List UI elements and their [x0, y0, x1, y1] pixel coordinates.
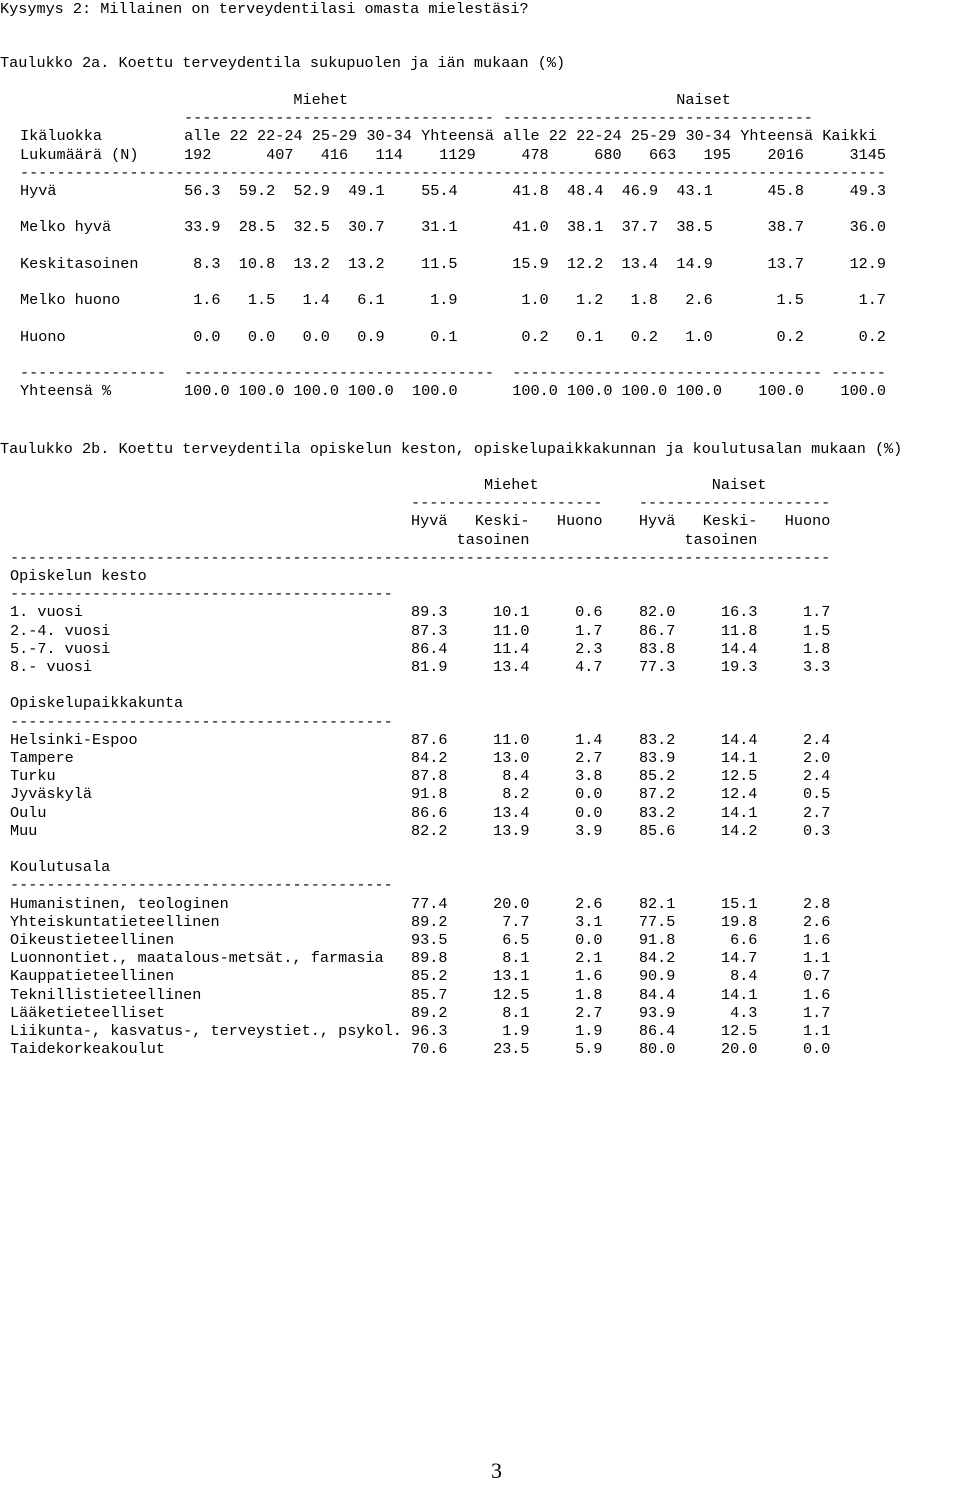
group-header-women: Naiset [676, 91, 731, 109]
table-cell: 86.6 [411, 803, 448, 822]
table-cell: 87.3 [411, 621, 448, 640]
table-cell: 8.4 [730, 967, 758, 986]
table-cell: 1.1 [803, 949, 831, 968]
table-cell: 83.2 [638, 803, 676, 822]
row-label: Yhteiskuntatieteellinen [10, 912, 220, 931]
table-cell: 12.5 [720, 767, 758, 786]
row-label: Helsinki-Espoo [10, 730, 138, 749]
table-cell: 1.6 [575, 967, 603, 986]
column-header: alle 22 [184, 127, 248, 146]
table-cell: 0.2 [858, 327, 886, 346]
column-header: 30-34 [366, 127, 412, 146]
table-cell: 0.2 [630, 327, 659, 346]
group-header-men: Miehet [483, 476, 539, 494]
count-cell: 416 [320, 145, 349, 164]
row-label: 2.-4. vuosi [10, 621, 111, 640]
row-label: 1. vuosi [10, 603, 83, 622]
column-header-average: Keski- [474, 512, 530, 531]
table-cell: 6.5 [502, 931, 530, 950]
table-cell: 1.8 [630, 291, 659, 310]
section-heading: Opiskelun kesto [10, 567, 147, 586]
table-cell: 0.6 [575, 603, 603, 622]
table-cell: 83.9 [638, 749, 676, 768]
column-header: 22-24 [576, 127, 622, 146]
table-cell: 85.2 [638, 767, 676, 786]
row-label: Hyvä [20, 182, 57, 201]
table-cell: 15.9 [512, 254, 549, 273]
section-heading: Koulutusala [10, 858, 111, 877]
table-cell: 0.0 [575, 931, 603, 950]
table-2a-title: Taulukko 2a. Koettu terveydentila sukupuolen ja iän mukaan (%) [0, 54, 566, 72]
table-cell: 49.3 [849, 182, 887, 201]
total-cell: 100.0 [758, 382, 804, 401]
column-header: 25-29 [311, 127, 358, 146]
table-cell: 15.1 [720, 894, 758, 913]
table-cell: 12.5 [493, 985, 530, 1004]
total-cell: 100.0 [621, 382, 668, 401]
table-cell: 2.6 [803, 912, 831, 931]
table-cell: 14.4 [720, 730, 758, 749]
table-cell: 82.0 [638, 603, 676, 622]
table-cell: 0.3 [803, 821, 831, 840]
table-cell: 2.7 [575, 749, 603, 768]
table-cell: 96.3 [411, 1022, 448, 1041]
row-label: Taidekorkeakoulut [10, 1040, 165, 1059]
table-cell: 45.8 [767, 182, 805, 201]
table-cell: 31.1 [421, 218, 458, 237]
table-cell: 1.7 [803, 1003, 831, 1022]
column-header: Yhteensä [421, 127, 495, 146]
total-label: Yhteensä % [20, 382, 112, 401]
table-cell: 14.2 [720, 821, 758, 840]
table-cell: 30.7 [348, 218, 385, 237]
table-cell: 84.2 [411, 749, 448, 768]
table-cell: 3.3 [803, 658, 831, 677]
table-cell: 91.8 [411, 785, 448, 804]
table-cell: 12.4 [720, 785, 758, 804]
table-cell: 0.1 [576, 327, 604, 346]
table-cell: 2.8 [803, 894, 831, 913]
count-cell: 2016 [767, 145, 804, 164]
divider: --------------------- --------------------- [10, 494, 831, 513]
table-cell: 6.6 [730, 931, 758, 950]
table-cell: 56.3 [184, 182, 221, 201]
table-cell: 4.7 [575, 658, 603, 677]
table-cell: 11.0 [493, 730, 530, 749]
table-cell: 0.7 [803, 967, 831, 986]
table-cell: 13.4 [493, 658, 530, 677]
table-cell: 1.4 [302, 291, 330, 310]
column-header: 22-24 [257, 127, 303, 146]
table-cell: 13.2 [348, 254, 385, 273]
table-cell: 89.2 [411, 1003, 448, 1022]
column-header-good: Hyvä [638, 512, 676, 531]
page-number: 3 [491, 1458, 502, 1483]
group-header-men: Miehet [293, 91, 349, 109]
table-2a [20, 91, 886, 400]
table-cell: 81.9 [411, 658, 448, 677]
table-cell: 13.1 [493, 967, 530, 986]
row-label: 8.- vuosi [10, 658, 93, 677]
table-cell: 11.4 [493, 639, 530, 658]
table-cell: 37.7 [621, 218, 659, 237]
table-cell: 19.8 [720, 912, 758, 931]
table-cell: 13.2 [293, 254, 330, 273]
table-cell: 14.1 [720, 803, 758, 822]
count-cell: 3145 [849, 145, 886, 164]
table-cell: 1.9 [430, 291, 458, 310]
table-cell: 13.0 [493, 749, 530, 768]
count-cell: 478 [521, 145, 549, 164]
table-cell: 14.9 [676, 254, 713, 273]
row-label: Oulu [10, 803, 47, 822]
row-label: Jyväskylä [10, 785, 93, 804]
row-label: 5.-7. vuosi [10, 639, 111, 658]
table-cell: 38.5 [676, 218, 713, 237]
table-cell: 0.0 [193, 327, 221, 346]
table-cell: 14.4 [720, 639, 758, 658]
table-cell: 77.5 [638, 912, 676, 931]
table-cell: 33.9 [184, 218, 221, 237]
total-cell: 100.0 [184, 382, 230, 401]
table-cell: 38.7 [767, 218, 804, 237]
column-header-average-2: tasoinen [684, 530, 758, 549]
table-cell: 7.7 [502, 912, 530, 931]
total-cell: 100.0 [411, 382, 458, 401]
total-cell: 100.0 [348, 382, 394, 401]
table-cell: 0.2 [521, 327, 549, 346]
table-cell: 13.4 [493, 803, 530, 822]
table-cell: 28.5 [238, 218, 276, 237]
table-cell: 3.9 [575, 821, 603, 840]
question-text: Kysymys 2: Millainen on terveydentilasi omasta mielestäsi? [0, 0, 529, 18]
table-cell: 1.0 [521, 291, 549, 310]
table-cell: 0.0 [302, 327, 330, 346]
total-cell: 100.0 [512, 382, 558, 401]
divider: ----------------------------------------------------------------------------------------------- [20, 163, 886, 182]
total-cell: 100.0 [566, 382, 613, 401]
table-cell: 12.2 [566, 254, 604, 273]
row-label: Liikunta-, kasvatus-, terveystiet., psykol. [10, 1022, 402, 1041]
count-cell: 114 [375, 145, 403, 164]
table-cell: 1.5 [247, 291, 276, 310]
row-label: Muu [10, 821, 38, 840]
count-cell: 1129 [439, 145, 476, 164]
row-label: Oikeustieteellinen [10, 931, 175, 950]
table-cell: 11.0 [493, 621, 530, 640]
table-cell: 8.1 [502, 949, 530, 968]
table-cell: 1.7 [575, 621, 603, 640]
table-cell: 5.9 [575, 1040, 603, 1059]
group-header-women: Naiset [711, 476, 767, 494]
table-cell: 1.5 [803, 621, 831, 640]
table-cell: 4.3 [730, 1003, 758, 1022]
table-cell: 91.8 [638, 931, 676, 950]
table-cell: 48.4 [566, 182, 604, 201]
table-cell: 0.0 [247, 327, 276, 346]
column-header: Kaikki [822, 127, 877, 146]
table-cell: 1.6 [193, 291, 221, 310]
column-header-average-2: tasoinen [456, 530, 530, 549]
table-cell: 12.9 [849, 254, 887, 273]
table-cell: 70.6 [411, 1040, 448, 1059]
table-cell: 8.3 [193, 254, 221, 273]
count-cell: 192 [184, 145, 212, 164]
table-cell: 2.4 [803, 767, 831, 786]
table-cell: 83.8 [638, 639, 676, 658]
table-cell: 93.9 [638, 1003, 676, 1022]
table-cell: 36.0 [849, 218, 887, 237]
divider: ------------------------------------------ [10, 876, 393, 895]
age-label: Ikäluokka [20, 127, 103, 146]
count-label: Lukumäärä (N) [20, 145, 139, 164]
table-cell: 1.2 [576, 291, 604, 310]
table-cell: 14.7 [720, 949, 758, 968]
total-cell: 100.0 [676, 382, 722, 401]
table-2b [10, 476, 830, 1059]
table-cell: 1.8 [575, 985, 603, 1004]
table-cell: 1.6 [803, 985, 831, 1004]
table-cell: 86.4 [411, 639, 448, 658]
table-cell: 0.0 [575, 803, 603, 822]
table-cell: 77.3 [638, 658, 676, 677]
table-cell: 8.1 [502, 1003, 530, 1022]
section-heading: Opiskelupaikkakunta [10, 694, 184, 713]
table-cell: 43.1 [676, 182, 713, 201]
table-cell: 1.8 [803, 639, 831, 658]
table-cell: 0.9 [357, 327, 385, 346]
total-cell: 100.0 [238, 382, 285, 401]
table-cell: 1.9 [502, 1022, 530, 1041]
table-cell: 16.3 [720, 603, 758, 622]
column-header: 30-34 [685, 127, 732, 146]
table-cell: 82.2 [411, 821, 448, 840]
count-cell: 663 [648, 145, 677, 164]
table-cell: 3.1 [575, 912, 603, 931]
table-cell: 93.5 [411, 931, 448, 950]
count-cell: 195 [703, 145, 731, 164]
table-cell: 11.5 [421, 254, 458, 273]
table-cell: 84.2 [638, 949, 676, 968]
row-label: Melko huono [20, 291, 121, 310]
table-cell: 8.2 [502, 785, 530, 804]
row-label: Humanistinen, teologinen [10, 894, 229, 913]
table-cell: 38.1 [566, 218, 604, 237]
row-label: Melko hyvä [20, 218, 112, 237]
table-cell: 14.1 [720, 985, 758, 1004]
table-cell: 85.7 [411, 985, 448, 1004]
column-header-good: Hyvä [411, 512, 448, 531]
total-cell: 100.0 [840, 382, 887, 401]
table-cell: 77.4 [411, 894, 448, 913]
table-cell: 87.6 [411, 730, 448, 749]
table-cell: 2.1 [575, 949, 603, 968]
row-label: Luonnontiet., maatalous-metsät., farmasia [10, 949, 384, 968]
table-cell: 0.2 [776, 327, 804, 346]
table-cell: 90.9 [638, 967, 676, 986]
table-cell: 1.0 [685, 327, 713, 346]
table-cell: 13.4 [621, 254, 659, 273]
divider: ---------------- ---------------------------------- ---------------------------------- ------ [20, 364, 886, 383]
table-cell: 1.5 [776, 291, 804, 310]
count-cell: 407 [266, 145, 294, 164]
divider: ------------------------------------------------------------------------------------------ [10, 548, 831, 567]
table-cell: 13.9 [493, 821, 530, 840]
column-header: alle 22 [503, 127, 567, 146]
table-cell: 2.7 [803, 803, 831, 822]
table-cell: 23.5 [493, 1040, 530, 1059]
table-cell: 14.1 [720, 749, 758, 768]
table-cell: 49.1 [348, 182, 385, 201]
table-cell: 83.2 [638, 730, 676, 749]
row-label: Teknillistieteellinen [10, 985, 202, 1004]
table-cell: 20.0 [493, 894, 530, 913]
divider: ---------------------------------- ---------------------------------- [20, 109, 813, 128]
table-cell: 11.8 [720, 621, 758, 640]
table-cell: 32.5 [293, 218, 330, 237]
column-header: Yhteensä [740, 127, 814, 146]
table-cell: 6.1 [357, 291, 385, 310]
table-cell: 46.9 [621, 182, 659, 201]
table-cell: 85.6 [638, 821, 676, 840]
table-cell: 89.8 [411, 949, 448, 968]
table-cell: 55.4 [421, 182, 458, 201]
column-header-poor: Huono [556, 512, 603, 531]
table-cell: 1.4 [575, 730, 603, 749]
table-cell: 2.4 [803, 730, 831, 749]
table-cell: 1.7 [803, 603, 831, 622]
row-label: Keskitasoinen [20, 254, 139, 273]
row-label: Tampere [10, 749, 74, 768]
table-cell: 1.9 [575, 1022, 603, 1041]
table-cell: 0.0 [575, 785, 603, 804]
table-cell: 19.3 [720, 658, 758, 677]
table-cell: 41.8 [512, 182, 549, 201]
table-cell: 89.3 [411, 603, 448, 622]
table-cell: 8.4 [502, 767, 530, 786]
table-cell: 80.0 [638, 1040, 676, 1059]
table-cell: 2.7 [575, 1003, 603, 1022]
table-cell: 1.7 [858, 291, 886, 310]
table-cell: 84.4 [638, 985, 676, 1004]
table-cell: 20.0 [720, 1040, 758, 1059]
table-cell: 59.2 [238, 182, 276, 201]
divider: ------------------------------------------ [10, 585, 393, 604]
table-cell: 3.8 [575, 767, 603, 786]
table-cell: 87.2 [638, 785, 676, 804]
table-cell: 2.6 [575, 894, 603, 913]
table-cell: 13.7 [767, 254, 804, 273]
table-cell: 10.1 [493, 603, 530, 622]
column-header-poor: Huono [784, 512, 831, 531]
divider: ------------------------------------------ [10, 712, 393, 731]
column-header: 25-29 [630, 127, 677, 146]
table-cell: 10.8 [238, 254, 276, 273]
table-cell: 89.2 [411, 912, 448, 931]
table-cell: 87.8 [411, 767, 448, 786]
table-cell: 2.3 [575, 639, 603, 658]
table-cell: 52.9 [293, 182, 330, 201]
table-cell: 2.6 [685, 291, 713, 310]
row-label: Kauppatieteellinen [10, 967, 175, 986]
table-cell: 1.1 [803, 1022, 831, 1041]
row-label: Huono [20, 327, 66, 346]
row-label: Lääketieteelliset [10, 1003, 165, 1022]
row-label: Turku [10, 767, 56, 786]
table-cell: 41.0 [512, 218, 549, 237]
column-header-average: Keski- [702, 512, 758, 531]
table-cell: 1.6 [803, 931, 831, 950]
table-cell: 86.7 [638, 621, 676, 640]
total-cell: 100.0 [293, 382, 340, 401]
table-cell: 0.5 [803, 785, 831, 804]
table-cell: 0.0 [803, 1040, 831, 1059]
table-cell: 85.2 [411, 967, 448, 986]
table-2b-title: Taulukko 2b. Koettu terveydentila opiskelun keston, opiskelupaikkakunnan ja koulutusalan mukaan (%) [0, 440, 903, 458]
table-cell: 0.1 [430, 327, 458, 346]
table-cell: 82.1 [638, 894, 676, 913]
table-cell: 2.0 [803, 749, 831, 768]
table-cell: 12.5 [720, 1022, 758, 1041]
table-cell: 86.4 [638, 1022, 676, 1041]
count-cell: 680 [594, 145, 622, 164]
